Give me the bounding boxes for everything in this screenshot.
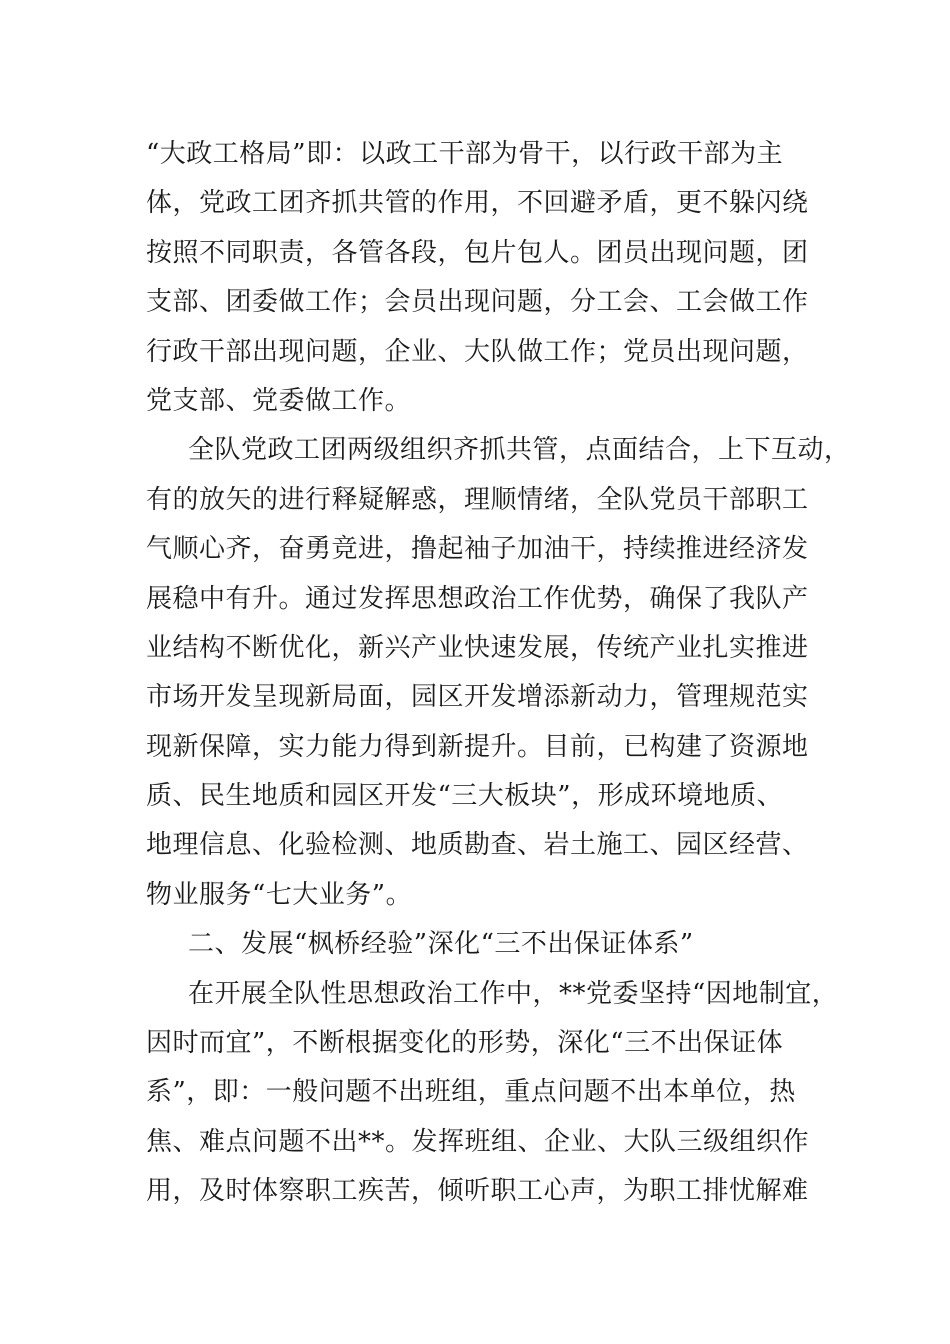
text-line: 质、民生地质和园区开发“三大板块”，形成环境地质、 (146, 781, 784, 812)
text-line: 地理信息、化验检测、地质勘查、岩土施工、园区经营、 (146, 830, 809, 861)
text-line: 因时而宜”，不断根据变化的形势，深化“三不出保证体 (146, 1028, 784, 1059)
section-heading: 二、发展“枫桥经验”深化“三不出保证体系” (188, 929, 694, 960)
paragraph-first-line: 在开展全队性思想政治工作中，**党委坚持“因地制宜， (188, 978, 839, 1009)
text-line: 展稳中有升。通过发挥思想政治工作优势，确保了我队产 (146, 583, 809, 614)
text-line: 体，党政工团齐抓共管的作用，不回避矛盾，更不躲闪绕 (146, 188, 809, 219)
text-line: 系”，即：一般问题不出班组，重点问题不出本单位，热 (146, 1077, 796, 1108)
text-line: 党支部、党委做工作。 (146, 385, 412, 416)
text-line: 按照不同职责，各管各段，包片包人。团员出现问题，团 (146, 237, 809, 268)
body-text (146, 130, 851, 1217)
paragraph-first-line: 全队党政工团两级组织齐抓共管，点面结合，上下互动， (188, 435, 851, 466)
text-line: 业结构不断优化，新兴产业快速发展，传统产业扎实推进 (146, 632, 809, 663)
text-line: 行政干部出现问题，企业、大队做工作；党员出现问题， (146, 336, 809, 367)
text-line: 现新保障，实力能力得到新提升。目前，已构建了资源地 (146, 731, 809, 762)
text-line: 支部、团委做工作；会员出现问题，分工会、工会做工作 (146, 287, 809, 318)
text-line: 物业服务“七大业务”。 (146, 879, 413, 910)
text-line: “大政工格局”即：以政工干部为骨干，以行政干部为主 (146, 139, 784, 169)
text-line: 市场开发呈现新局面，园区开发增添新动力，管理规范实 (146, 682, 809, 713)
text-line: 用，及时体察职工疾苦，倾听职工心声，为职工排忧解难 (146, 1176, 809, 1207)
text-line: 气顺心齐，奋勇竞进，撸起袖子加油干，持续推进经济发 (146, 534, 809, 565)
text-line: 有的放矢的进行释疑解惑，理顺情绪，全队党员干部职工 (146, 484, 809, 515)
text-line: 焦、难点问题不出**。发挥班组、企业、大队三级组织作 (146, 1126, 810, 1157)
